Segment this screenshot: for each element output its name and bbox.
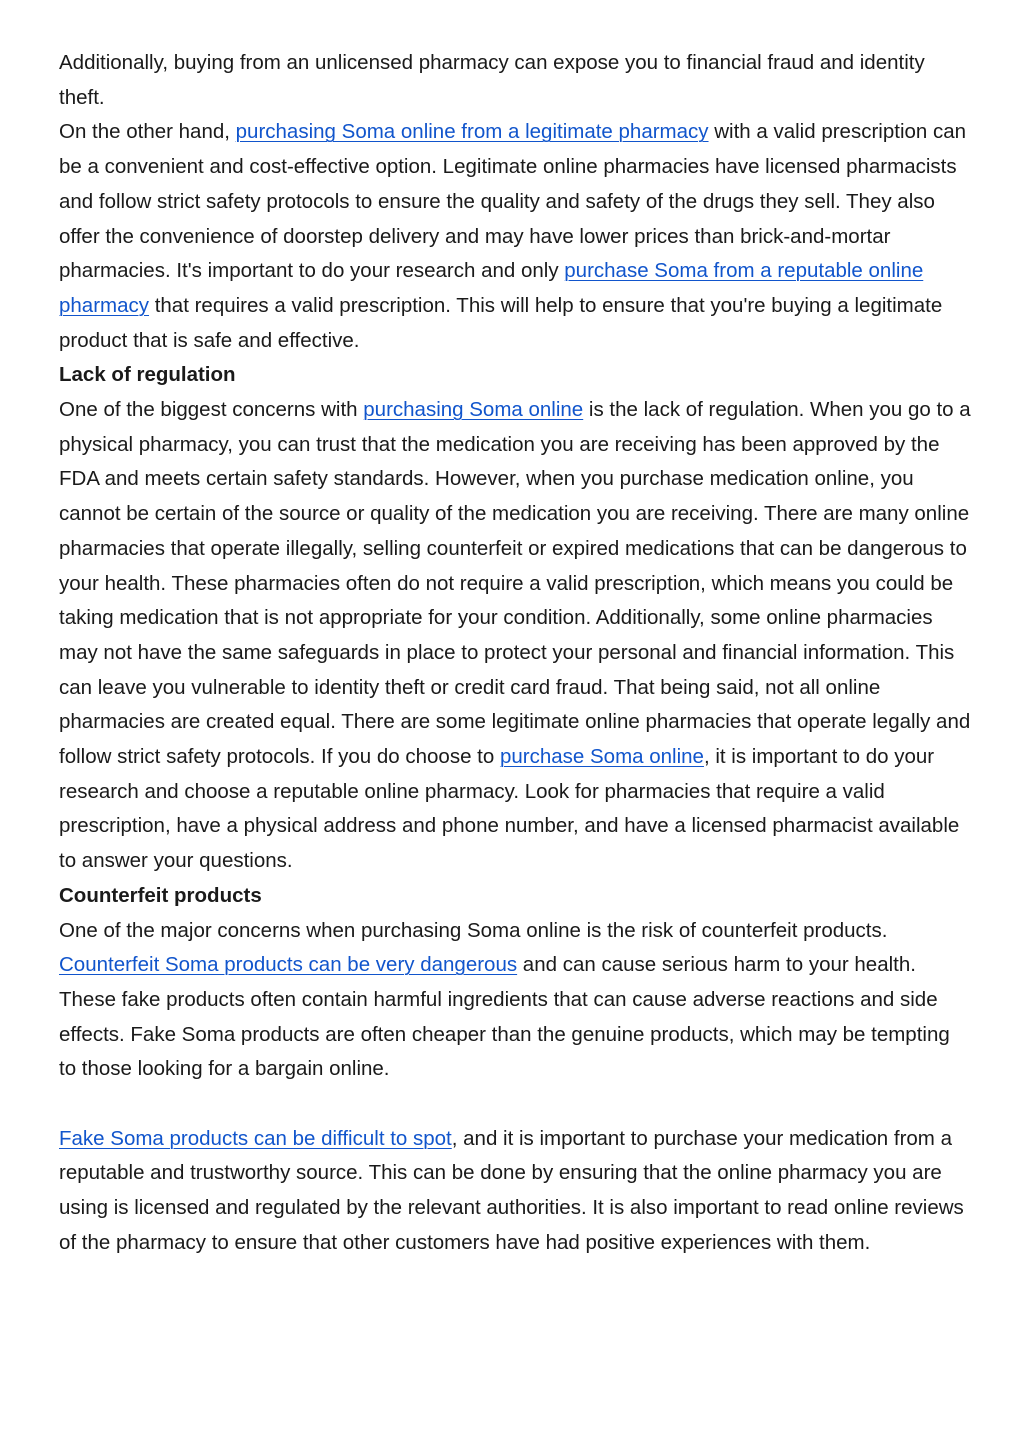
link-fake-soma-difficult-to-spot[interactable]: Fake Soma products can be difficult to spot — [59, 1126, 452, 1150]
link-purchasing-soma-online[interactable]: purchasing Soma online — [363, 398, 584, 422]
paragraph-financial-fraud: Additionally, buying from an unlicensed pharmacy can expose you to financial fraud and identity theft. — [59, 51, 925, 109]
heading-counterfeit-products: Counterfeit products — [59, 883, 262, 907]
link-purchase-soma-reputable-pharmacy[interactable]: purchase Soma from a reputable online pharmacy — [59, 259, 924, 317]
paragraph-text: , and it is important to purchase your medication from a reputable and trustworthy source. This can be done by ensuring that the online pharmacy you are using is licensed and regulated by the relevant authorities. It is also important to read online reviews of the pharmacy to ensure that other customers have had positive experiences with them. — [59, 1126, 964, 1254]
paragraph-lack-of-regulation — [59, 393, 971, 879]
link-purchasing-soma-legitimate-pharmacy[interactable]: purchasing Soma online from a legitimate pharmacy — [235, 120, 709, 144]
link-counterfeit-soma-dangerous[interactable]: Counterfeit Soma products can be very dangerous — [59, 953, 518, 977]
paragraph-text: , it is important to do your research and choose a reputable online pharmacy. Look for pharmacies that require a valid prescription, have a physical address and phone number, and have a licensed pharmacist available to answer your questions. — [59, 745, 960, 873]
paragraph-text: is the lack of regulation. When you go to a physical pharmacy, you can trust that the medication you are receiving has been approved by the FDA and meets certain safety standards. However, when you purchase medication online, you cannot be certain of the source or quality of the medication you are receiving. There are many online pharmacies that operate illegally, selling counterfeit or expired medications that can be dangerous to your health. These pharmacies often do not require a valid prescription, which means you could be taking medication that is not appropriate for your condition. Additionally, some online pharmacies may not have the same safeguards in place to protect your personal and financial information. This can leave you vulnerable to identity theft or credit card fraud. That being said, not all online pharmacies are created equal. There are some legitimate online pharmacies that operate legally and follow strict safety protocols. If you do choose to — [59, 398, 971, 769]
document-body — [59, 46, 971, 1261]
paragraph-text: On the other hand, — [59, 120, 236, 144]
paragraph-text: and can cause serious harm to your health. These fake products often contain harmful ingredients that can cause adverse reactions and side effects. Fake Soma products are often cheaper than the genuine products, which may be tempting to those looking for a bargain online. — [59, 953, 950, 1081]
paragraph-text: with a valid prescription can be a convenient and cost-effective option. Legitimate online pharmacies have licensed pharmacists and follow strict safety protocols to ensure the quality and safety of the drugs they sell. They also offer the convenience of doorstep delivery and may have lower prices than brick-and-mortar pharmacies. It's important to do your research and only — [59, 120, 967, 283]
paragraph-text: that requires a valid prescription. This will help to ensure that you're buying a legitimate product that is safe and effective. — [59, 293, 943, 352]
blank-line — [59, 1087, 971, 1122]
paragraph-text: One of the biggest concerns with — [59, 398, 364, 422]
paragraph-counterfeit-products — [59, 914, 971, 1088]
heading-lack-of-regulation: Lack of regulation — [59, 363, 236, 387]
paragraph-text: One of the major concerns when purchasing Soma online is the risk of counterfeit products. — [59, 918, 888, 942]
paragraph-fake-soma — [59, 1122, 971, 1261]
link-purchase-soma-online[interactable]: purchase Soma online — [499, 745, 704, 769]
paragraph-legitimate-pharmacy — [59, 115, 971, 358]
